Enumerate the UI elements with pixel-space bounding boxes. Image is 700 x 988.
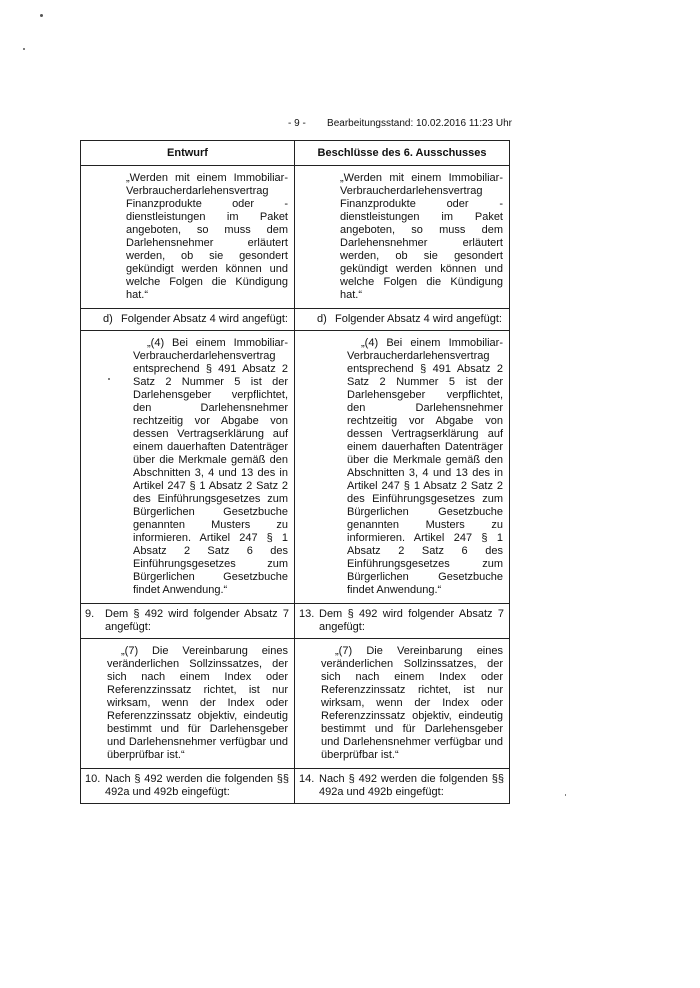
quoted-text: „Werden mit einem Immobiliar-Verbraucherdarlehensvertrag Finanzprodukte oder -dienstleistungen im Paket angeboten, so muss dem Darlehensnehmer erläutert werden, ob sie gesondert gekündigt werden können und welche Folgen die Kündigung hat.“ [126,172,288,301]
draft-cell [81,769,295,804]
column-header-draft: Entwurf [81,141,295,166]
scan-speck [565,794,566,796]
quoted-text: „(4) Bei einem Immobiliar-Verbraucherdarlehensvertrag entsprechend § 491 Absatz 2 Satz 2 Nummer 5 ist der Darlehensgeber verpflichtet, den Darlehensnehmer rechtzeitig vor Abgabe von dessen Vertragserklärung auf einem dauerhaften Datenträger über die Merkmale gemäß den Abschnitten 3, 4 und 13 des in Artikel 247 § 1 Absatz 2 Satz 2 des Einführungsgesetzes zum Bürgerlichen Gesetzbuche genannten Musters zu informieren. Artikel 247 § 1 Absatz 2 Satz 6 des Einführungsgesetzes zum Bürgerlichen Gesetzbuche findet Anwendung.“ [133,337,288,596]
item-text: Nach § 492 werden die folgenden §§ 492a und 492b eingefügt: [319,773,504,798]
resolution-cell [295,604,510,639]
item-number: 13. [299,608,315,620]
table-row [81,166,510,309]
item-text: Dem § 492 wird folgender Absatz 7 angefügt: [319,608,504,633]
item-text: Folgender Absatz 4 wird angefügt: [121,313,288,325]
quoted-text: „(4) Bei einem Immobiliar-Verbraucherdarlehensvertrag entsprechend § 491 Absatz 2 Satz 2 Nummer 5 ist der Darlehensgeber verpflichtet, den Darlehensnehmer rechtzeitig vor Abgabe von dessen Vertragserklärung auf einem dauerhaften Datenträger über die Merkmale gemäß den Abschnitten 3, 4 und 13 des in Artikel 247 § 1 Absatz 2 Satz 2 des Einführungsgesetzes zum Bürgerlichen Gesetzbuche genannten Musters zu informieren. Artikel 247 § 1 Absatz 2 Satz 6 des Einführungsgesetzes zum Bürgerlichen Gesetzbuche findet Anwendung.“ [347,337,503,596]
synopsis-table [80,140,510,804]
table-header-row [81,141,510,166]
table-row [81,309,510,331]
column-header-resolution: Beschlüsse des 6. Ausschusses [295,141,510,166]
item-number: 10. [85,773,101,785]
table-row [81,639,510,769]
table-row [81,769,510,804]
quoted-text: „Werden mit einem Immobiliar-Verbraucherdarlehensvertrag Finanzprodukte oder -dienstleistungen im Paket angeboten, so muss dem Darlehensnehmer erläutert werden, ob sie gesondert gekündigt werden können und welche Folgen die Kündigung hat.“ [340,172,503,301]
resolution-cell [295,309,510,331]
resolution-cell [295,331,510,604]
edit-status: Bearbeitungsstand: 10.02.2016 11:23 Uhr [327,118,512,129]
scan-speck [40,14,43,17]
quoted-text: „(7) Die Vereinbarung eines veränderlichen Sollzinssatzes, der sich nach einem Index oder Referenzzinssatz richtet, ist nur wirksam, wenn der Index oder Referenzzinssatz objektiv, eindeutig bestimmt und für Darlehensgeber und Darlehensnehmer verfügbar und überprüfbar ist.“ [107,645,288,761]
item-number: 14. [299,773,315,785]
item-text: Folgender Absatz 4 wird angefügt: [335,313,502,325]
draft-cell [81,309,295,331]
draft-cell [81,604,295,639]
item-text: Nach § 492 werden die folgenden §§ 492a und 492b eingefügt: [105,773,289,798]
item-label: d) [103,313,113,325]
draft-cell [81,331,295,604]
resolution-cell [295,639,510,769]
quoted-text: „(7) Die Vereinbarung eines veränderlichen Sollzinssatzes, der sich nach einem Index oder Referenzzinssatz richtet, ist nur wirksam, wenn der Index oder Referenzzinssatz objektiv, eindeutig bestimmt und für Darlehensgeber und Darlehensnehmer verfügbar und überprüfbar ist.“ [321,645,503,761]
draft-cell [81,166,295,309]
draft-cell [81,639,295,769]
table-row [81,331,510,604]
page-number: - 9 - [288,118,306,129]
item-text: Dem § 492 wird folgender Absatz 7 angefügt: [105,608,289,633]
item-label: d) [317,313,327,325]
scan-speck [23,48,25,50]
item-number: 9. [85,608,95,620]
resolution-cell [295,769,510,804]
resolution-cell [295,166,510,309]
table-row [81,604,510,639]
page-header [80,118,512,132]
